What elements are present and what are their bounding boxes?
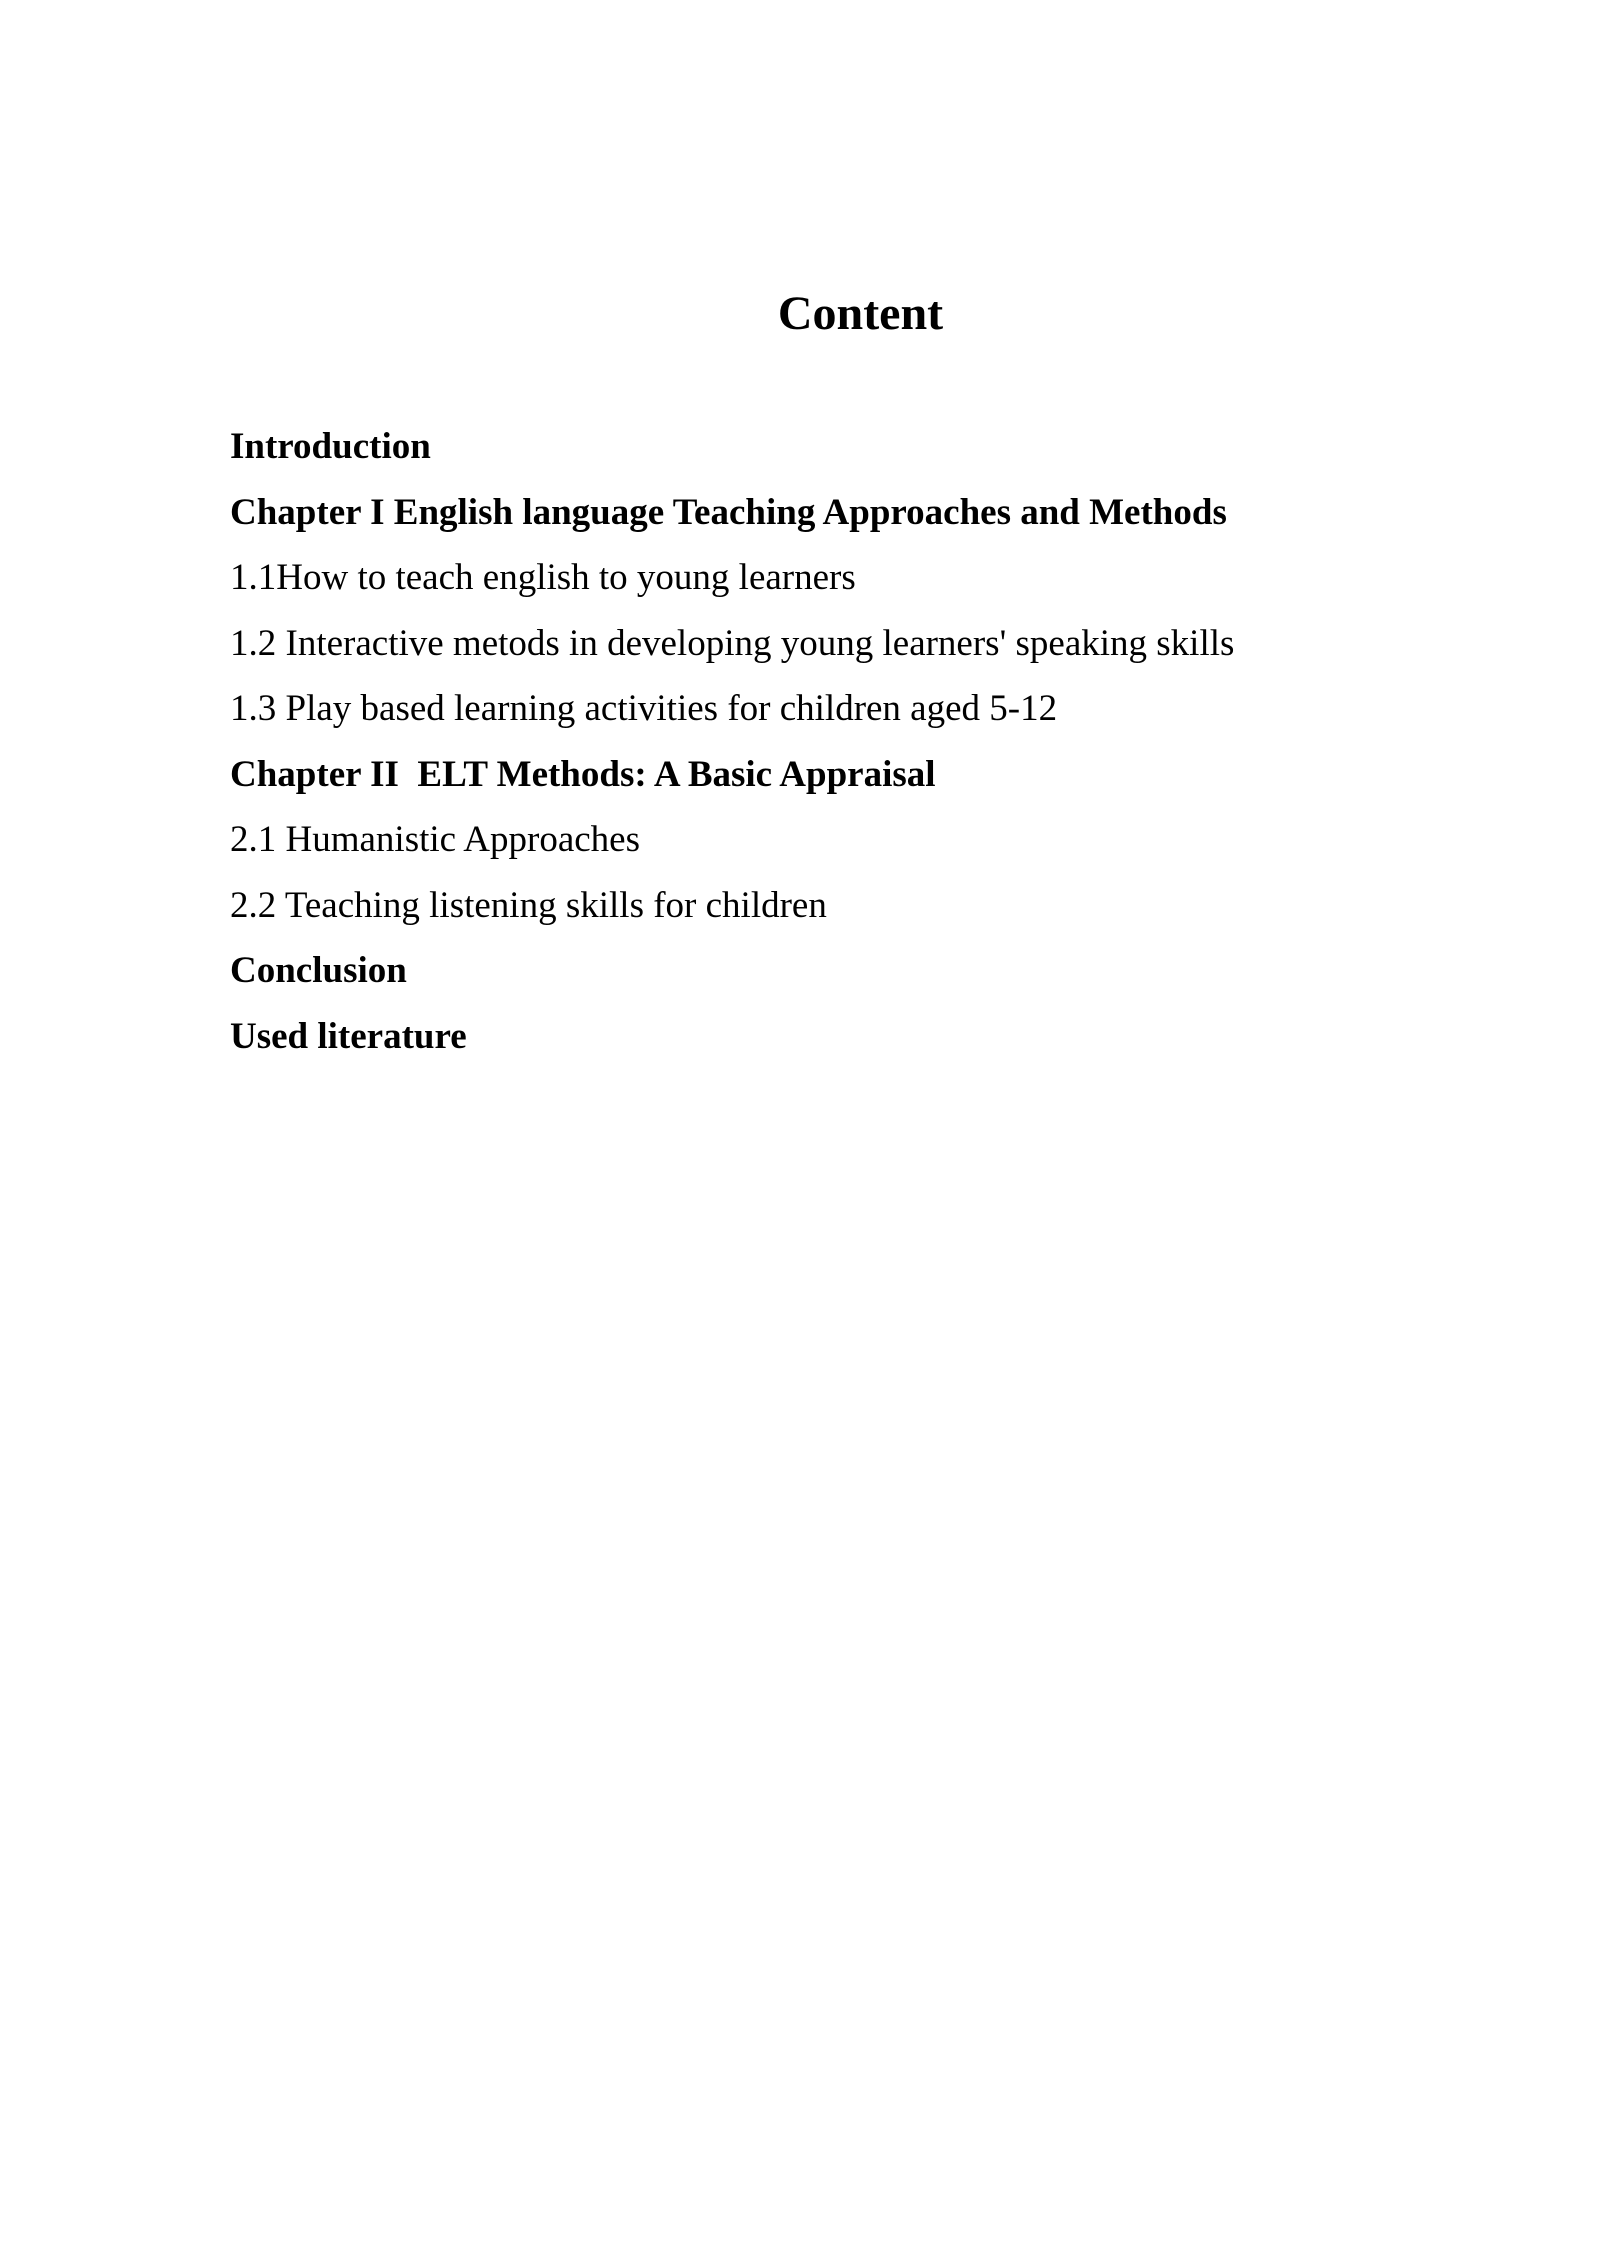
toc-entry-section-2-1: 2.1 Humanistic Approaches	[230, 819, 640, 860]
toc-entry-conclusion: Conclusion	[230, 950, 407, 991]
table-of-contents	[230, 414, 1530, 1069]
toc-entry-chapter-1: Chapter I English language Teaching Approaches and Methods	[230, 491, 1227, 533]
toc-entry-section-1-3: 1.3 Play based learning activities for children aged 5-12	[230, 688, 1058, 729]
toc-entry-introduction: Introduction	[230, 426, 431, 467]
toc-entry-section-2-2: 2.2 Teaching listening skills for children	[230, 884, 827, 926]
toc-entry-chapter-2: Chapter II ELT Methods: A Basic Appraisal	[230, 753, 936, 795]
toc-entry-used-literature: Used literature	[230, 1015, 467, 1057]
toc-entry-section-1-1: 1.1How to teach english to young learners	[230, 557, 856, 598]
page-title: Content	[777, 287, 944, 341]
toc-entry-section-1-2: 1.2 Interactive metods in developing young learners' speaking skills	[230, 622, 1235, 664]
